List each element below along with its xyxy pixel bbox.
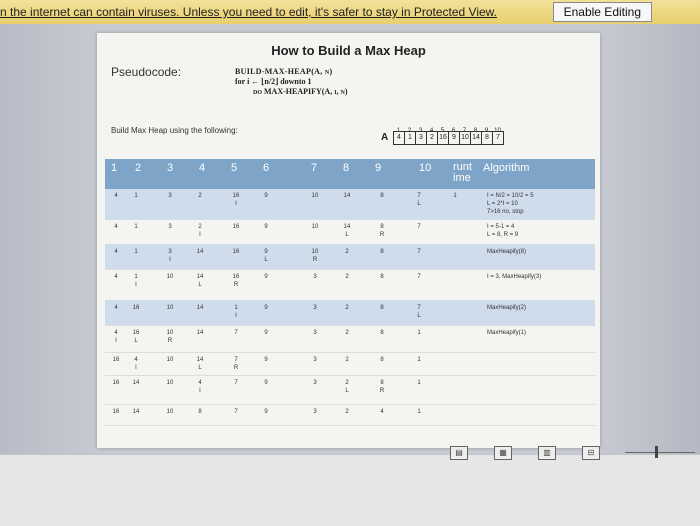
array-cell: 4 (393, 131, 405, 145)
heap-cell: 16 (112, 380, 120, 386)
header-index: 1 (111, 162, 118, 174)
heap-cell: 8 (380, 305, 384, 311)
heap-cell: 4 (114, 193, 118, 199)
array-cell: 9 (448, 131, 460, 145)
header-index: 2 (135, 162, 142, 174)
heap-cell: 16 L (132, 330, 140, 344)
heap-cell: 16 (232, 249, 240, 255)
heap-cell: 4 I (114, 330, 118, 344)
array-cell: 1 (404, 131, 416, 145)
heap-cell: 10 (166, 357, 174, 363)
array-name: A (381, 132, 389, 143)
table-header (105, 159, 595, 189)
heap-cell: 10 R (166, 330, 174, 344)
heap-cell: 10 (166, 274, 174, 280)
heap-cell: 7 (417, 224, 421, 230)
header-index: 3 (167, 162, 174, 174)
heap-cell: 1 (417, 330, 421, 336)
heap-cell: 2 (345, 409, 349, 415)
heap-cell: 3 (313, 357, 317, 363)
runtime-cell: 1 (453, 193, 457, 199)
heap-cell: 14 (196, 305, 204, 311)
heap-cell: 9 (264, 330, 268, 336)
heap-cell: 16 (232, 224, 240, 230)
heap-cell: 9 (264, 409, 268, 415)
heap-cell: 10 (166, 409, 174, 415)
header-runtime: runt ime (453, 161, 472, 184)
heap-cell: 1 (417, 380, 421, 386)
heap-cell: 7 (234, 330, 238, 336)
heap-cell: 16 I (232, 193, 240, 207)
array-cell: 8 (481, 131, 493, 145)
heap-cell: 4 I (198, 380, 202, 394)
heap-cell: 16 (112, 409, 120, 415)
web-layout-icon[interactable]: ▥ (538, 446, 556, 460)
heap-cell: 2 (198, 193, 202, 199)
heap-table (105, 159, 595, 426)
heap-cell: 16 (112, 357, 120, 363)
heap-cell: 8 R (379, 380, 385, 394)
pseudocode-label: Pseudocode: (111, 65, 182, 79)
heap-cell: 2 (345, 305, 349, 311)
table-row (105, 245, 595, 270)
heap-cell: 7 (417, 274, 421, 280)
enable-editing-button[interactable]: Enable Editing (553, 2, 652, 22)
zoom-slider-thumb[interactable] (655, 446, 658, 458)
algorithm-note: MaxHeapify(1) (487, 330, 527, 336)
heap-cell: 14 (343, 193, 351, 199)
heap-cell: 10 (166, 380, 174, 386)
heap-cell: 7 (234, 380, 238, 386)
heap-cell: 9 (264, 193, 268, 199)
protected-view-message[interactable]: n the internet can contain viruses. Unless you need to edit, it's safer to stay in Protected View. (0, 5, 498, 19)
heap-cell: 1 (134, 193, 138, 199)
heap-cell: 8 (380, 330, 384, 336)
table-row (105, 376, 595, 405)
pseudocode-block (235, 67, 348, 97)
header-index: 7 (311, 162, 318, 174)
input-array (381, 131, 503, 145)
heap-cell: 4 (114, 305, 118, 311)
heap-cell: 2 I (198, 224, 202, 238)
heap-cell: 14 (196, 330, 204, 336)
algorithm-note: I = 3, MaxHeapify(3) (487, 274, 542, 280)
protected-view-bar (0, 0, 700, 25)
table-row (105, 353, 595, 376)
heap-cell: 7 L (417, 193, 421, 207)
code-line-1: BUILD-MAX-HEAP(A, n) (235, 67, 333, 76)
algorithm-note: I = N/2 = 10/2 = 5 L = 2*I = 10 7>16 no, stop (487, 193, 534, 215)
heap-cell: 3 (168, 224, 172, 230)
heap-cell: 8 (380, 357, 384, 363)
header-index: 8 (343, 162, 350, 174)
read-mode-icon[interactable]: ▤ (450, 446, 468, 460)
heap-cell: 2 (345, 330, 349, 336)
array-cell: 16 (437, 131, 449, 145)
heap-cell: 14 (196, 249, 204, 255)
array-cell: 2 (426, 131, 438, 145)
code-line-3: do MAX-HEAPIFY(A, i, n) (253, 87, 348, 96)
heap-cell: 16 (132, 305, 140, 311)
heap-cell: 16 R (232, 274, 240, 288)
table-row (105, 189, 595, 220)
algorithm-note: I = 5-1 = 4 L = 8, R = 9 (487, 224, 519, 238)
heap-cell: 9 (264, 224, 268, 230)
header-index: 4 (199, 162, 206, 174)
zoom-slider-track[interactable] (625, 452, 695, 453)
heap-cell: 8 (380, 193, 384, 199)
heap-cell: 2 (345, 274, 349, 280)
heap-cell: 10 (311, 224, 319, 230)
heap-cell: 14 L (196, 357, 204, 371)
heap-cell: 14 L (343, 224, 351, 238)
heap-cell: 10 R (311, 249, 319, 263)
document-page (97, 33, 600, 448)
heap-cell: 1 (417, 357, 421, 363)
table-row (105, 326, 595, 353)
heap-cell: 10 (166, 305, 174, 311)
heap-cell: 3 I (168, 249, 172, 263)
print-layout-icon[interactable]: ▦ (494, 446, 512, 460)
table-row (105, 270, 595, 301)
page-title: How to Build a Max Heap (271, 43, 426, 58)
heap-cell: 7 L (417, 305, 421, 319)
array-cell: 7 (492, 131, 504, 145)
table-row (105, 405, 595, 426)
header-index: 6 (263, 162, 270, 174)
heap-cell: 7 R (233, 357, 239, 371)
build-instruction: Build Max Heap using the following: (111, 126, 238, 135)
heap-cell: 3 (313, 380, 317, 386)
heap-cell: 1 (417, 409, 421, 415)
heap-cell: 3 (313, 305, 317, 311)
table-row (105, 301, 595, 326)
heap-cell: 2 L (345, 380, 349, 394)
heap-cell: 3 (313, 330, 317, 336)
heap-cell: 14 L (196, 274, 204, 288)
heap-cell: 10 (311, 193, 319, 199)
heap-cell: 3 (313, 409, 317, 415)
heap-cell: 4 (114, 274, 118, 280)
heap-cell: 8 R (379, 224, 385, 238)
header-index: 5 (231, 162, 238, 174)
heap-cell: 7 (417, 249, 421, 255)
heap-cell: 4 (380, 409, 384, 415)
heap-cell: 1 (134, 224, 138, 230)
heap-cell: 1 I (234, 305, 238, 319)
heap-cell: 3 (313, 274, 317, 280)
heap-cell: 2 (345, 357, 349, 363)
heap-cell: 7 (234, 409, 238, 415)
heap-cell: 4 I (134, 357, 138, 371)
algorithm-note: MaxHeapify(8) (487, 249, 527, 255)
heap-cell: 9 (264, 380, 268, 386)
array-cell: 14 (470, 131, 482, 145)
array-cell: 10 (459, 131, 471, 145)
heap-cell: 2 (345, 249, 349, 255)
heap-cell: 1 I (134, 274, 138, 288)
heap-cell: 9 L (264, 249, 268, 263)
header-algorithm: Algorithm (483, 162, 530, 174)
heap-cell: 9 (264, 274, 268, 280)
header-index: 10 (419, 162, 432, 174)
array-cell: 3 (415, 131, 427, 145)
heap-cell: 3 (168, 193, 172, 199)
table-row (105, 220, 595, 245)
heap-cell: 8 (198, 409, 202, 415)
heap-cell: 8 (380, 274, 384, 280)
heap-cell: 4 (114, 249, 118, 255)
heap-cell: 9 (264, 305, 268, 311)
heap-cell: 8 (380, 249, 384, 255)
code-line-2: for i ← ⌊n/2⌋ downto 1 (235, 77, 312, 86)
focus-icon[interactable]: ⊟ (582, 446, 600, 460)
heap-cell: 4 (114, 224, 118, 230)
heap-cell: 14 (132, 409, 140, 415)
heap-cell: 1 (134, 249, 138, 255)
status-bar (0, 454, 700, 526)
heap-cell: 14 (132, 380, 140, 386)
algorithm-note: MaxHeapify(2) (487, 305, 527, 311)
header-index: 9 (375, 162, 382, 174)
heap-cell: 9 (264, 357, 268, 363)
